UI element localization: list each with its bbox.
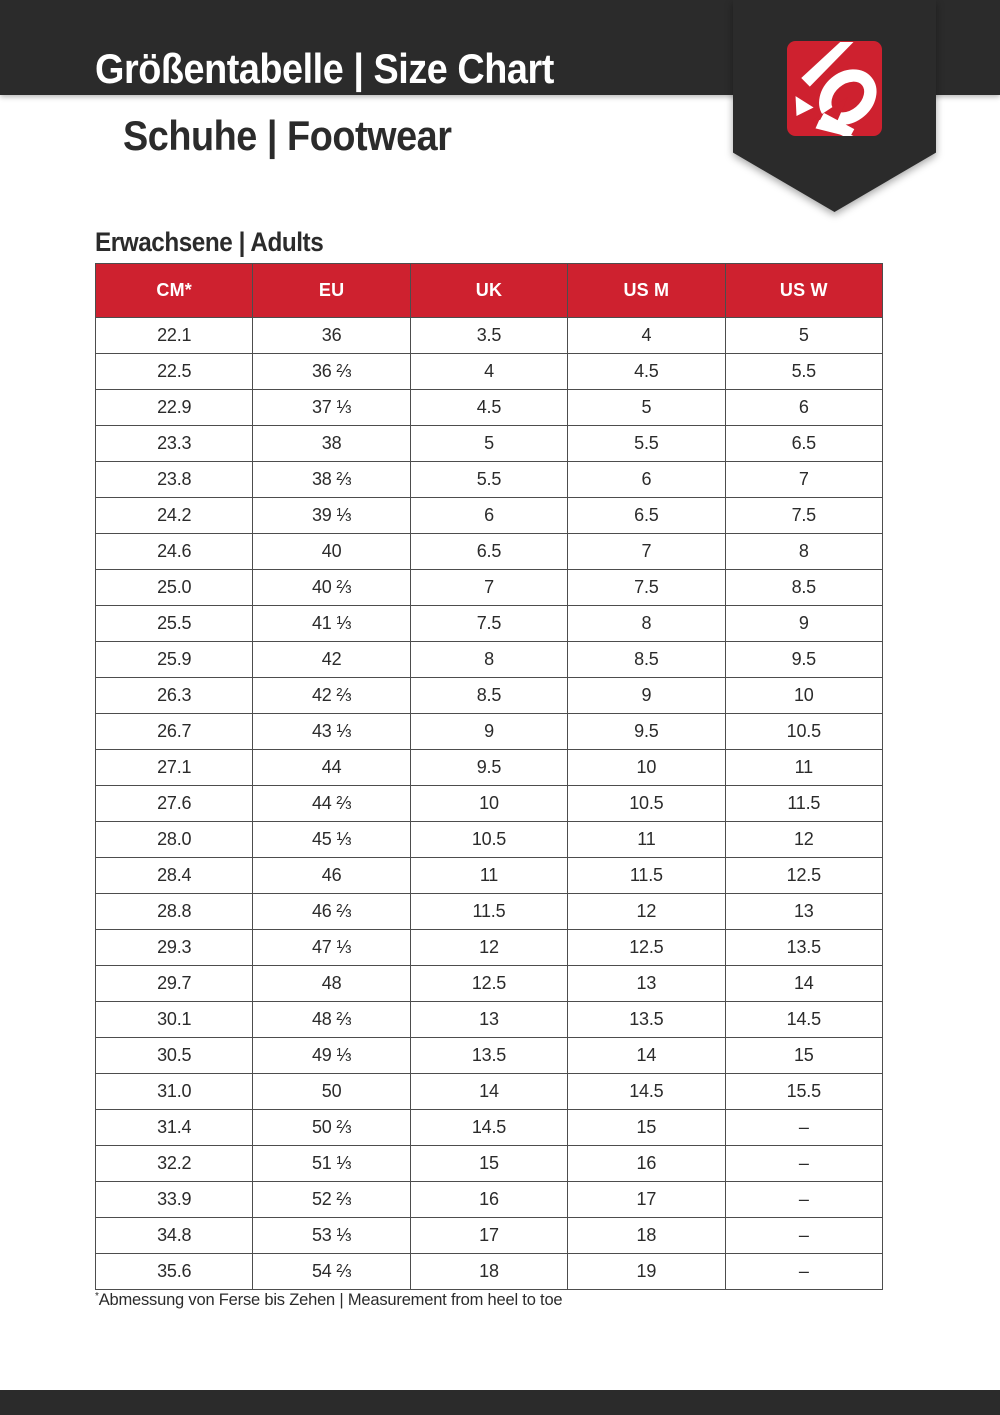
- table-cell: 4: [410, 354, 567, 390]
- table-cell: 12: [568, 894, 725, 930]
- table-cell: 38: [253, 426, 410, 462]
- column-header: EU: [253, 264, 410, 318]
- table-cell: 6.5: [568, 498, 725, 534]
- size-table-body: [96, 318, 883, 1290]
- table-cell: 53 ⅓: [253, 1218, 410, 1254]
- table-cell: 38 ⅔: [253, 462, 410, 498]
- table-cell: 4: [568, 318, 725, 354]
- column-header: US W: [725, 264, 882, 318]
- table-row: [96, 1146, 883, 1182]
- table-cell: 5.5: [410, 462, 567, 498]
- table-cell: 29.7: [96, 966, 253, 1002]
- table-cell: 15: [568, 1110, 725, 1146]
- table-cell: 5: [568, 390, 725, 426]
- table-row: [96, 318, 883, 354]
- size-table: [95, 263, 883, 1290]
- table-cell: 26.3: [96, 678, 253, 714]
- table-cell: 3.5: [410, 318, 567, 354]
- table-cell: 44: [253, 750, 410, 786]
- table-cell: 51 ⅓: [253, 1146, 410, 1182]
- table-cell: 9.5: [725, 642, 882, 678]
- table-cell: 50: [253, 1074, 410, 1110]
- table-cell: 14: [725, 966, 882, 1002]
- table-cell: 6.5: [725, 426, 882, 462]
- table-cell: 17: [410, 1218, 567, 1254]
- table-cell: 30.5: [96, 1038, 253, 1074]
- column-header: UK: [410, 264, 567, 318]
- table-cell: 22.1: [96, 318, 253, 354]
- table-cell: 8.5: [568, 642, 725, 678]
- footnote: [95, 1291, 562, 1310]
- footnote-asterisk: *: [95, 1291, 99, 1302]
- table-row: [96, 354, 883, 390]
- table-cell: –: [725, 1146, 882, 1182]
- table-cell: 23.3: [96, 426, 253, 462]
- table-cell: 16: [568, 1146, 725, 1182]
- table-cell: 12.5: [410, 966, 567, 1002]
- table-cell: 12: [725, 822, 882, 858]
- table-cell: 6.5: [410, 534, 567, 570]
- table-cell: 14.5: [568, 1074, 725, 1110]
- table-cell: 35.6: [96, 1254, 253, 1290]
- table-row: [96, 1074, 883, 1110]
- table-cell: 39 ⅓: [253, 498, 410, 534]
- table-cell: 10.5: [725, 714, 882, 750]
- table-row: [96, 498, 883, 534]
- brand-pennant: [733, 0, 936, 212]
- table-cell: 10: [568, 750, 725, 786]
- table-cell: 6: [568, 462, 725, 498]
- table-row: [96, 606, 883, 642]
- table-cell: 8: [568, 606, 725, 642]
- table-cell: 43 ⅓: [253, 714, 410, 750]
- table-cell: –: [725, 1254, 882, 1290]
- table-row: [96, 534, 883, 570]
- table-cell: 13: [568, 966, 725, 1002]
- table-cell: 9: [410, 714, 567, 750]
- table-cell: 9: [568, 678, 725, 714]
- table-cell: 47 ⅓: [253, 930, 410, 966]
- table-cell: –: [725, 1110, 882, 1146]
- table-cell: 31.4: [96, 1110, 253, 1146]
- table-cell: 27.6: [96, 786, 253, 822]
- table-cell: 4.5: [410, 390, 567, 426]
- table-cell: 34.8: [96, 1218, 253, 1254]
- table-row: [96, 570, 883, 606]
- table-row: [96, 1110, 883, 1146]
- table-cell: 28.8: [96, 894, 253, 930]
- table-cell: 7: [725, 462, 882, 498]
- table-cell: 11: [410, 858, 567, 894]
- table-row: [96, 930, 883, 966]
- table-cell: 4.5: [568, 354, 725, 390]
- page-subtitle: Schuhe | Footwear: [123, 112, 452, 159]
- table-cell: 41 ⅓: [253, 606, 410, 642]
- table-cell: 45 ⅓: [253, 822, 410, 858]
- table-cell: 13.5: [410, 1038, 567, 1074]
- table-cell: 6: [725, 390, 882, 426]
- table-cell: 40: [253, 534, 410, 570]
- table-row: [96, 822, 883, 858]
- table-cell: 5: [410, 426, 567, 462]
- table-cell: 26.7: [96, 714, 253, 750]
- five-ten-logo-icon: [787, 41, 882, 136]
- table-cell: 14: [568, 1038, 725, 1074]
- table-cell: 10: [410, 786, 567, 822]
- table-cell: 46: [253, 858, 410, 894]
- table-cell: 11.5: [410, 894, 567, 930]
- table-row: [96, 966, 883, 1002]
- table-cell: 36: [253, 318, 410, 354]
- table-cell: 18: [410, 1254, 567, 1290]
- table-row: [96, 1002, 883, 1038]
- table-cell: 44 ⅔: [253, 786, 410, 822]
- table-cell: 25.0: [96, 570, 253, 606]
- table-row: [96, 894, 883, 930]
- table-cell: 22.5: [96, 354, 253, 390]
- table-cell: 9.5: [410, 750, 567, 786]
- table-cell: 7: [568, 534, 725, 570]
- table-row: [96, 426, 883, 462]
- table-cell: 40 ⅔: [253, 570, 410, 606]
- table-cell: 11: [568, 822, 725, 858]
- table-cell: 49 ⅓: [253, 1038, 410, 1074]
- table-row: [96, 786, 883, 822]
- table-cell: 11: [725, 750, 882, 786]
- table-cell: 8: [725, 534, 882, 570]
- table-cell: 42 ⅔: [253, 678, 410, 714]
- table-cell: 11.5: [568, 858, 725, 894]
- table-cell: 12.5: [568, 930, 725, 966]
- table-cell: 23.8: [96, 462, 253, 498]
- table-cell: 19: [568, 1254, 725, 1290]
- table-cell: 10.5: [410, 822, 567, 858]
- table-cell: 5.5: [725, 354, 882, 390]
- table-header-row: [96, 264, 883, 318]
- table-cell: 13: [410, 1002, 567, 1038]
- table-row: [96, 858, 883, 894]
- table-cell: 28.0: [96, 822, 253, 858]
- table-cell: 8.5: [725, 570, 882, 606]
- table-cell: 10.5: [568, 786, 725, 822]
- table-cell: 7.5: [725, 498, 882, 534]
- table-cell: 5: [725, 318, 882, 354]
- table-cell: 12.5: [725, 858, 882, 894]
- table-cell: 54 ⅔: [253, 1254, 410, 1290]
- table-cell: 9: [725, 606, 882, 642]
- section-heading-adults: Erwachsene | Adults: [95, 227, 324, 257]
- footer-band: [0, 1390, 1000, 1415]
- table-cell: 25.9: [96, 642, 253, 678]
- table-cell: 36 ⅔: [253, 354, 410, 390]
- table-cell: 17: [568, 1182, 725, 1218]
- table-cell: 48 ⅔: [253, 1002, 410, 1038]
- table-cell: 14.5: [410, 1110, 567, 1146]
- table-cell: 31.0: [96, 1074, 253, 1110]
- table-row: [96, 390, 883, 426]
- table-cell: 12: [410, 930, 567, 966]
- table-cell: 27.1: [96, 750, 253, 786]
- table-cell: –: [725, 1218, 882, 1254]
- table-cell: 52 ⅔: [253, 1182, 410, 1218]
- table-cell: 14: [410, 1074, 567, 1110]
- table-cell: 7: [410, 570, 567, 606]
- table-cell: 7.5: [410, 606, 567, 642]
- table-cell: 5.5: [568, 426, 725, 462]
- table-cell: 13.5: [568, 1002, 725, 1038]
- page-title: Größentabelle | Size Chart: [95, 45, 554, 92]
- table-row: [96, 1254, 883, 1290]
- table-row: [96, 714, 883, 750]
- table-cell: 15.5: [725, 1074, 882, 1110]
- table-row: [96, 462, 883, 498]
- table-cell: 28.4: [96, 858, 253, 894]
- table-cell: 30.1: [96, 1002, 253, 1038]
- table-cell: 15: [410, 1146, 567, 1182]
- table-cell: 18: [568, 1218, 725, 1254]
- table-cell: 8.5: [410, 678, 567, 714]
- column-header: CM*: [96, 264, 253, 318]
- size-table-head: [96, 264, 883, 318]
- table-row: [96, 750, 883, 786]
- column-header: US M: [568, 264, 725, 318]
- pennant-ribbon: [733, 0, 936, 212]
- table-cell: 46 ⅔: [253, 894, 410, 930]
- table-cell: –: [725, 1182, 882, 1218]
- table-cell: 24.6: [96, 534, 253, 570]
- table-cell: 9.5: [568, 714, 725, 750]
- table-cell: 24.2: [96, 498, 253, 534]
- table-cell: 22.9: [96, 390, 253, 426]
- table-cell: 7.5: [568, 570, 725, 606]
- table-cell: 50 ⅔: [253, 1110, 410, 1146]
- table-cell: 10: [725, 678, 882, 714]
- table-cell: 33.9: [96, 1182, 253, 1218]
- table-row: [96, 642, 883, 678]
- table-cell: 13: [725, 894, 882, 930]
- table-cell: 15: [725, 1038, 882, 1074]
- table-row: [96, 1218, 883, 1254]
- table-cell: 25.5: [96, 606, 253, 642]
- footnote-text: Abmessung von Ferse bis Zehen | Measurement from heel to toe: [98, 1291, 563, 1309]
- table-cell: 32.2: [96, 1146, 253, 1182]
- table-cell: 13.5: [725, 930, 882, 966]
- table-cell: 16: [410, 1182, 567, 1218]
- table-row: [96, 1182, 883, 1218]
- table-cell: 37 ⅓: [253, 390, 410, 426]
- table-row: [96, 1038, 883, 1074]
- table-cell: 48: [253, 966, 410, 1002]
- table-row: [96, 678, 883, 714]
- table-cell: 42: [253, 642, 410, 678]
- table-cell: 14.5: [725, 1002, 882, 1038]
- table-cell: 29.3: [96, 930, 253, 966]
- table-cell: 11.5: [725, 786, 882, 822]
- table-cell: 6: [410, 498, 567, 534]
- table-cell: 8: [410, 642, 567, 678]
